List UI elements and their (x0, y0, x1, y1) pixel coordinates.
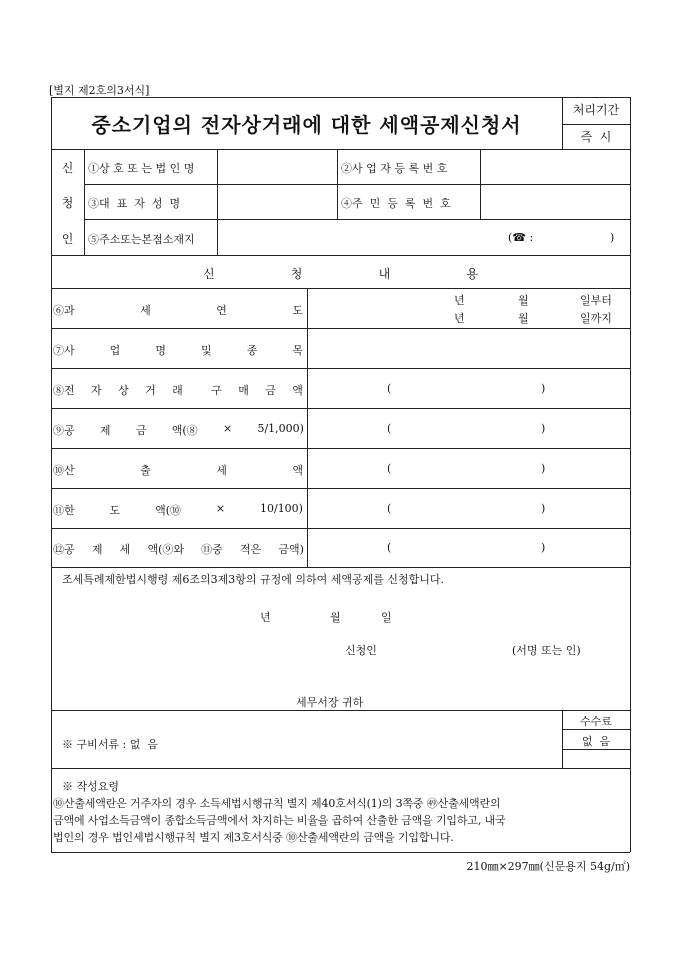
content-header-char-2: 청 (290, 267, 303, 281)
fee-label: 수수료 (580, 715, 612, 728)
tax-year-from-suffix: 일부터 (580, 294, 612, 307)
phone-prefix: (☎ : (508, 231, 534, 244)
tax-year-to-suffix: 일까지 (580, 312, 612, 325)
purchase-amount-field[interactable] (308, 369, 629, 407)
company-name-field[interactable] (218, 150, 336, 183)
processing-label: 처리기간 (572, 103, 620, 117)
content-header-char-1: 신 (203, 267, 215, 281)
computed-tax-field[interactable] (308, 449, 629, 487)
computed-tax-label: ⑩산 출 세 액 (53, 464, 303, 477)
processing-value: 즉 시 (580, 130, 612, 144)
business-type-label: ⑦사 업 명 및 종 목 (53, 344, 303, 357)
resident-reg-label: ④주 민 등 록 번 호 (341, 197, 451, 210)
paper-spec: 210㎜×297㎜(신문용지 54g/㎡) (466, 860, 630, 873)
business-reg-label: ②사 업 자 등 록 번 호 (341, 162, 448, 175)
date-day: 일 (381, 611, 392, 624)
tax-credit-label: ⑫공 제 세 액(⑨와 ⑪중 적은 금액) (53, 543, 304, 556)
resident-reg-field[interactable] (481, 185, 629, 218)
applicant-sign-label: 신청인 (345, 644, 377, 657)
business-reg-field[interactable] (481, 150, 629, 183)
instructions-line-2: 금액에 사업소득금액이 종합소득금액에서 차지하는 비율을 곱하여 산출한 금액을 기입하고, 내국 (53, 814, 506, 827)
instructions-line-3: 법인의 경우 법인세법시행규칙 별지 제3호서식중 ⑩산출세액란의 금액을 기입합니다. (53, 831, 454, 844)
representative-field[interactable] (218, 185, 336, 218)
address-field[interactable] (218, 220, 629, 254)
tax-year-to-month: 월 (518, 312, 529, 325)
documents-note: ※ 구비서류 : 없 음 (62, 738, 158, 751)
recipient: 세무서장 귀하 (296, 696, 364, 709)
content-header-char-3: 내 (378, 267, 391, 281)
declaration-text: 조세특례제한법시행령 제6조의3제3항의 규정에 의하여 세액공제를 신청합니다. (62, 573, 445, 586)
applicant-sign-field[interactable]: (서명 또는 인) (512, 644, 581, 657)
tax-credit-paren-open: ( (387, 541, 392, 554)
instructions-line-1: ⑩산출세액란은 거주자의 경우 소득세법시행규칙 별지 제40호서식(1)의 3쪽중 ㊾산출세액란의 (53, 797, 501, 810)
date-year: 년 (260, 611, 271, 624)
credit-amount-label: ⑨공 제 금 액(⑧ × 5/1,000) (53, 422, 304, 437)
address-label: ⑤주소또는본점소재지 (88, 233, 195, 246)
credit-amount-paren-close: ) (541, 422, 546, 435)
computed-tax-paren-close: ) (541, 462, 546, 475)
tax-credit-field[interactable] (308, 529, 629, 566)
credit-amount-paren-open: ( (387, 422, 392, 435)
tax-year-from-year: 년 (454, 294, 465, 307)
form-number: [별지 제2호의3서식] (49, 84, 150, 97)
tax-credit-paren-close: ) (541, 541, 546, 554)
limit-amount-field[interactable] (308, 489, 629, 527)
purchase-amount-paren-open: ( (387, 382, 392, 395)
limit-amount-label: ⑪한 도 액(⑩ × 10/100) (53, 502, 303, 517)
representative-label: ③대 표 자 성 명 (88, 197, 181, 210)
date-month: 월 (330, 611, 341, 624)
computed-tax-paren-open: ( (387, 462, 392, 475)
form-title: 중소기업의 전자상거래에 대한 세액공제신청서 (91, 112, 522, 137)
purchase-amount-label: ⑧전 자 상 거 래 구 매 금 액 (53, 384, 303, 397)
company-name-label: ①상 호 또 는 법 인 명 (88, 162, 195, 175)
purchase-amount-paren-close: ) (541, 382, 546, 395)
applicant-char-1: 신 (61, 161, 74, 175)
tax-year-from-month: 월 (518, 294, 529, 307)
applicant-char-3: 인 (61, 232, 74, 246)
content-header (203, 265, 478, 282)
credit-amount-field[interactable] (308, 409, 629, 447)
business-type-field[interactable] (308, 329, 629, 367)
fee-value: 없 음 (581, 735, 611, 748)
tax-year-to-year: 년 (454, 312, 465, 325)
content-header-char-4: 용 (466, 267, 478, 281)
instructions-title: ※ 작성요령 (62, 780, 120, 793)
applicant-char-2: 청 (61, 196, 74, 210)
phone-suffix: ) (610, 231, 615, 244)
limit-amount-paren-close: ) (541, 502, 546, 515)
tax-year-label: ⑥과 세 연 도 (53, 304, 303, 317)
limit-amount-paren-open: ( (387, 502, 392, 515)
